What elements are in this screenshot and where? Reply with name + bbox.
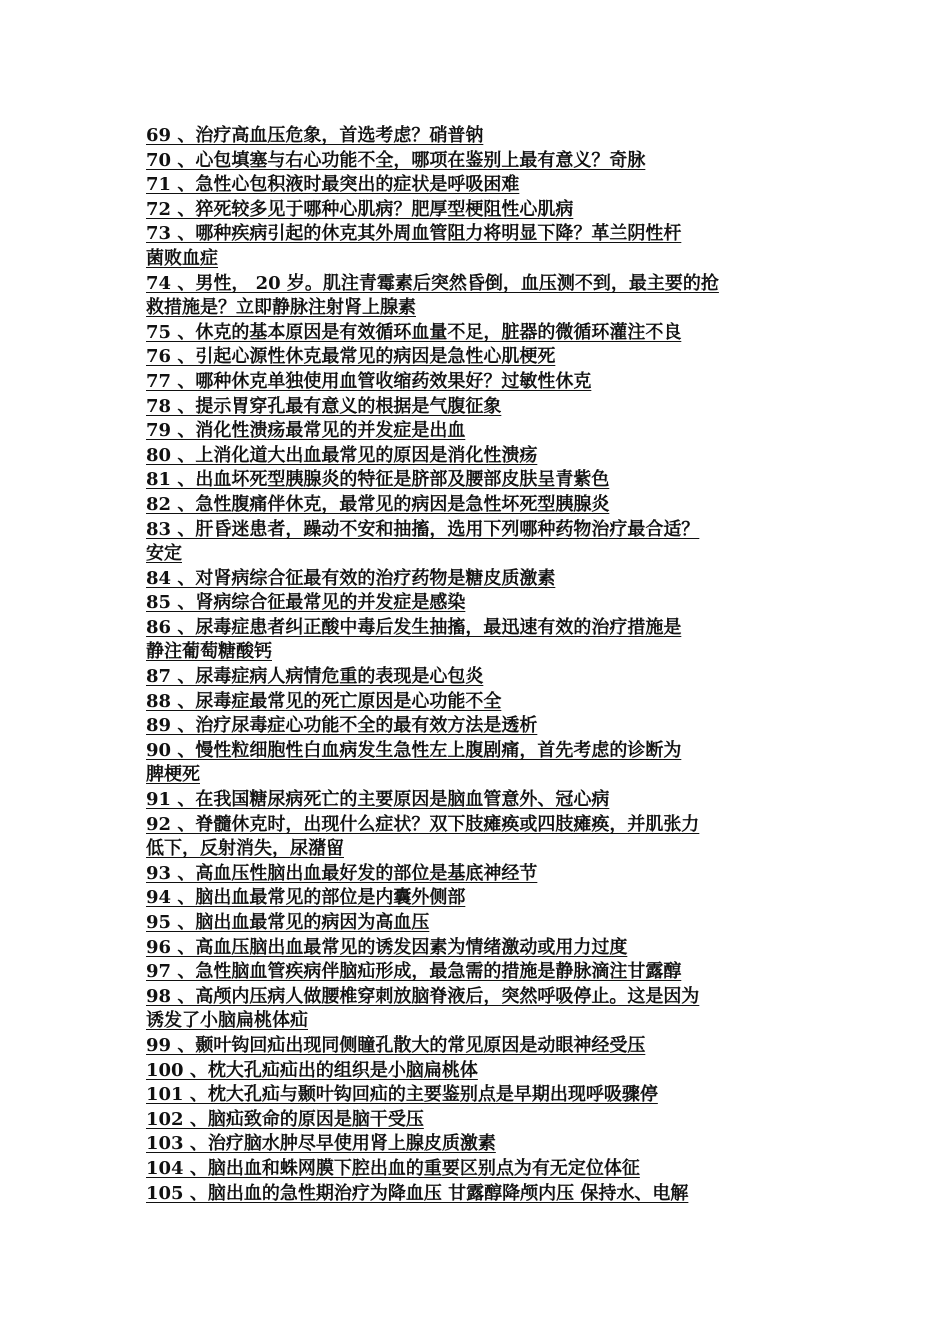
text-line: 88 、尿毒症最常见的死亡原因是心功能不全	[146, 690, 502, 712]
text-line: 105 、脑出血的急性期治疗为降血压 甘露醇降颅内压 保持水、电解	[146, 1182, 689, 1204]
text-line: 86 、尿毒症患者纠正酸中毒后发生抽搐，最迅速有效的治疗措施是	[146, 616, 682, 638]
text-line: 92 、脊髓休克时，出现什么症状？双下肢瘫痪或四肢瘫痪，并肌张力	[146, 813, 700, 835]
text-line: 103 、治疗脑水肿尽早使用肾上腺皮质激素	[146, 1133, 496, 1155]
text-line: 91 、在我国糖尿病死亡的主要原因是脑血管意外、冠心病	[146, 789, 610, 811]
text-line: 104 、脑出血和蛛网膜下腔出血的重要区别点为有无定位体征	[146, 1157, 640, 1179]
text-line: 70 、心包填塞与右心功能不全，哪项在鉴别上最有意义？奇脉	[146, 149, 646, 171]
text-line: 救措施是？立即静脉注射肾上腺素	[146, 297, 416, 319]
text-line: 99 、颞叶钩回疝出现同侧瞳孔散大的常见原因是动眼神经受压	[146, 1034, 646, 1056]
text-line: 87 、尿毒症病人病情危重的表现是心包炎	[146, 666, 484, 688]
text-line: 69 、治疗高血压危象，首选考虑？硝普钠	[146, 125, 484, 146]
text-line: 101 、枕大孔疝与颞叶钩回疝的主要鉴别点是早期出现呼吸骤停	[146, 1084, 658, 1106]
text-line: 93 、高血压性脑出血最好发的部位是基底神经节	[146, 862, 538, 884]
text-line: 安定	[146, 543, 182, 565]
text-line: 85 、肾病综合征最常见的并发症是感染	[146, 592, 466, 614]
text-line: 100 、枕大孔疝疝出的组织是小脑扁桃体	[146, 1059, 478, 1081]
text-line: 71 、急性心包积液时最突出的症状是呼吸困难	[146, 174, 520, 196]
text-line: 77 、哪种休克单独使用血管收缩药效果好？过敏性休克	[146, 370, 592, 392]
text-line: 98 、高颅内压病人做腰椎穿刺放脑脊液后，突然呼吸停止。这是因为	[146, 985, 700, 1007]
question-list	[146, 124, 808, 1206]
text-line: 78 、提示胃穿孔最有意义的根据是气腹征象	[146, 395, 502, 417]
text-line: 84 、对肾病综合征最有效的治疗药物是糖皮质激素	[146, 567, 556, 589]
text-line: 72 、猝死较多见于哪种心肌病？肥厚型梗阻性心肌病	[146, 198, 574, 220]
text-line: 82 、急性腹痛伴休克，最常见的病因是急性坏死型胰腺炎	[146, 493, 610, 515]
text-line: 80 、上消化道大出血最常见的原因是消化性溃疡	[146, 444, 538, 466]
text-line: 脾梗死	[146, 764, 200, 786]
text-line: 诱发了小脑扁桃体疝	[146, 1010, 308, 1032]
text-line: 94 、脑出血最常见的部位是内囊外侧部	[146, 887, 466, 909]
text-line: 79 、消化性溃疡最常见的并发症是出血	[146, 420, 466, 442]
text-line: 90 、慢性粒细胞性白血病发生急性左上腹剧痛，首先考虑的诊断为	[146, 739, 682, 761]
text-line: 102 、脑疝致命的原因是脑干受压	[146, 1108, 424, 1130]
text-line: 76 、引起心源性休克最常见的病因是急性心肌梗死	[146, 346, 556, 368]
text-line: 83 、肝昏迷患者，躁动不安和抽搐，选用下列哪种药物治疗最合适？	[146, 518, 700, 540]
text-line: 89 、治疗尿毒症心功能不全的最有效方法是透析	[146, 715, 538, 737]
text-line: 低下，反射消失，尿潴留	[146, 838, 344, 860]
text-line: 97 、急性脑血管疾病伴脑疝形成，最急需的措施是静脉滴注甘露醇	[146, 961, 682, 983]
text-line: 74 、男性， 20 岁。肌注青霉素后突然昏倒，血压测不到，最主要的抢	[146, 272, 719, 294]
text-line: 菌败血症	[146, 247, 218, 269]
text-line: 73 、哪种疾病引起的休克其外周血管阻力将明显下降？革兰阴性杆	[146, 223, 682, 245]
text-line: 静注葡萄糖酸钙	[146, 641, 272, 663]
text-line: 75 、休克的基本原因是有效循环血量不足，脏器的微循环灌注不良	[146, 321, 682, 343]
text-line: 96 、高血压脑出血最常见的诱发因素为情绪激动或用力过度	[146, 936, 628, 958]
text-line: 81 、出血坏死型胰腺炎的特征是脐部及腰部皮肤呈青紫色	[146, 469, 610, 491]
text-line: 95 、脑出血最常见的病因为高血压	[146, 912, 430, 933]
